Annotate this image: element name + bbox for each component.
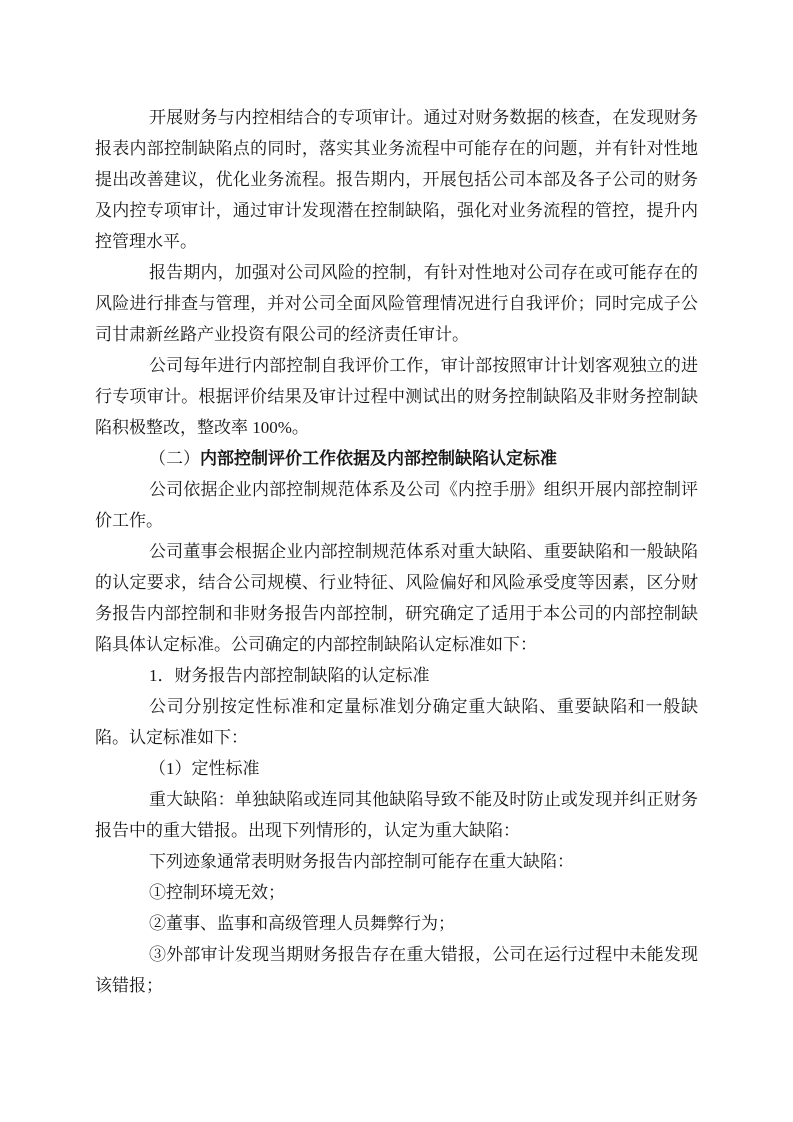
paragraph-qualitative-quantitative: 公司分别按定性标准和定量标准划分确定重大缺陷、重要缺陷和一般缺陷。认定标准如下： — [95, 697, 698, 747]
paragraph-major-defect-definition: 重大缺陷：单独缺陷或连同其他缺陷导致不能及时防止或发现并纠正财务报告中的重大错报。出现下列情形的，认定为重大缺陷： — [95, 790, 698, 840]
paragraph-evaluation-basis: 公司依据企业内部控制规范体系及公司《内控手册》组织开展内部控制评价工作。 — [95, 480, 698, 530]
subheading-qualitative-criteria: （1）定性标准 — [149, 759, 260, 778]
paragraph-board-criteria: 公司董事会根据企业内部控制规范体系对重大缺陷、重要缺陷和一般缺陷的认定要求，结合公司规模、行业特征、风险偏好和风险承受度等因素，区分财务报告内部控制和非财务报告内部控制，研究确定了适用于本公司的内部控制缺陷具体认定标准。公司确定的内部控制缺陷认定标准如下： — [95, 542, 698, 654]
list-item-external-audit-misstatement: ③外部审计发现当期财务报告存在重大错报，公司在运行过程中未能发现该错报； — [95, 945, 698, 995]
list-item-fraud: ②董事、监事和高级管理人员舞弊行为； — [149, 914, 455, 933]
section-number: （二） — [149, 449, 200, 468]
subheading-financial-report-criteria: 1．财务报告内部控制缺陷的认定标准 — [149, 666, 430, 685]
list-item-control-environment: ①控制环境无效； — [149, 883, 285, 902]
section-heading-basis-and-criteria — [95, 443, 698, 474]
paragraph-self-evaluation: 公司每年进行内部控制自我评价工作，审计部按照审计计划客观独立的进行专项审计。根据评价结果及审计过程中测试出的财务控制缺陷及非财务控制缺陷积极整改，整改率 100%。 — [95, 356, 698, 437]
paragraph-major-defect-signs-intro: 下列迹象通常表明财务报告内部控制可能存在重大缺陷： — [149, 852, 574, 871]
paragraph-special-audit: 开展财务与内控相结合的专项审计。通过对财务数据的核查，在发现财务报表内部控制缺陷点的同时，落实其业务流程中可能存在的问题，并有针对性地提出改善建议，优化业务流程。报告期内，开展包括公司本部及各子公司的财务及内控专项审计，通过审计发现潜在控制缺陷，强化对业务流程的管控，提升内控管理水平。 — [95, 108, 698, 251]
section-heading-title: 内部控制评价工作依据及内部控制缺陷认定标准 — [200, 449, 557, 468]
paragraph-risk-control: 报告期内，加强对公司风险的控制，有针对性地对公司存在或可能存在的风险进行排查与管理，并对公司全面风险管理情况进行自我评价；同时完成子公司甘肃新丝路产业投资有限公司的经济责任审计。 — [95, 263, 698, 344]
